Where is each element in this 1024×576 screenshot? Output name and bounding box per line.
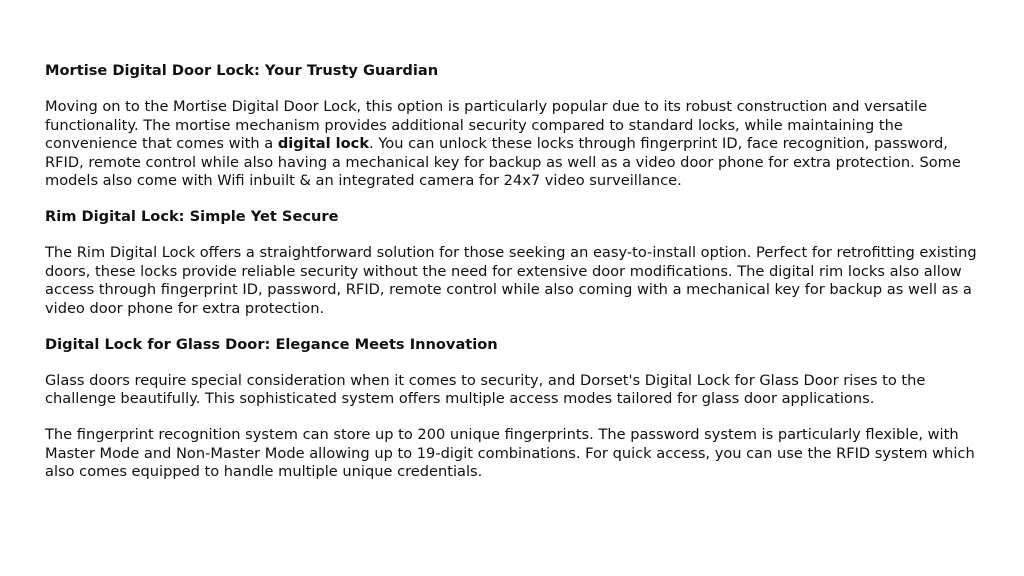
spacer xyxy=(45,318,980,336)
spacer xyxy=(45,409,980,427)
paragraph-rim: The Rim Digital Lock offers a straightforward solution for those seeking an easy-to-install option. Perfect for retrofitting existing doors, these locks provide reliable security without the need for extensive door modifications. The digital rim locks also allow access through fingerprint ID, password, RFID, remote control while also coming with a mechanical key for backup as well as a video door phone for extra protection. xyxy=(45,244,977,317)
paragraph-glass-door-intro: Glass doors require special consideration when it comes to security, and Dorset's Digital Lock for Glass Door rises to the challenge beautifully. This sophisticated system offers multiple access modes tailored for glass door applications. xyxy=(45,371,926,407)
article-body xyxy=(45,62,980,482)
section-heading-glass-door: Digital Lock for Glass Door: Elegance Meets Innovation xyxy=(45,335,498,353)
paragraph-mortise-text-start: Moving on to the Mortise Digital Door Lock, this option is particularly popular due to its robust construction and versatile functionality. The mortise mechanism provides additional security compared to standard locks, while maintaining the convenience that comes with a xyxy=(45,98,928,152)
section-heading-mortise: Mortise Digital Door Lock: Your Trusty Guardian xyxy=(45,62,439,79)
section-heading-rim: Rim Digital Lock: Simple Yet Secure xyxy=(45,208,339,225)
spacer xyxy=(45,191,980,209)
paragraph-mortise xyxy=(45,98,980,191)
spacer xyxy=(45,81,980,99)
paragraph-glass-door-features: The fingerprint recognition system can store up to 200 unique fingerprints. The password system is particularly flexible, with Master Mode and Non-Master Mode allowing up to 19-digit combinations. For quick access, you can use the RFID system which also comes equipped to handle multiple unique credentials. xyxy=(45,426,975,480)
paragraph-mortise-text-end: . You can unlock these locks through fingerprint ID, face recognition, password, RFID, remote control while also having a mechanical key for backup as well as a video door phone for extra protection. Some models also come with Wifi inbuilt & an integrated camera for 24x7 video surveillance. xyxy=(45,135,961,189)
digital-lock-link[interactable]: digital lock xyxy=(277,135,370,152)
spacer xyxy=(45,227,980,245)
spacer xyxy=(45,354,980,372)
